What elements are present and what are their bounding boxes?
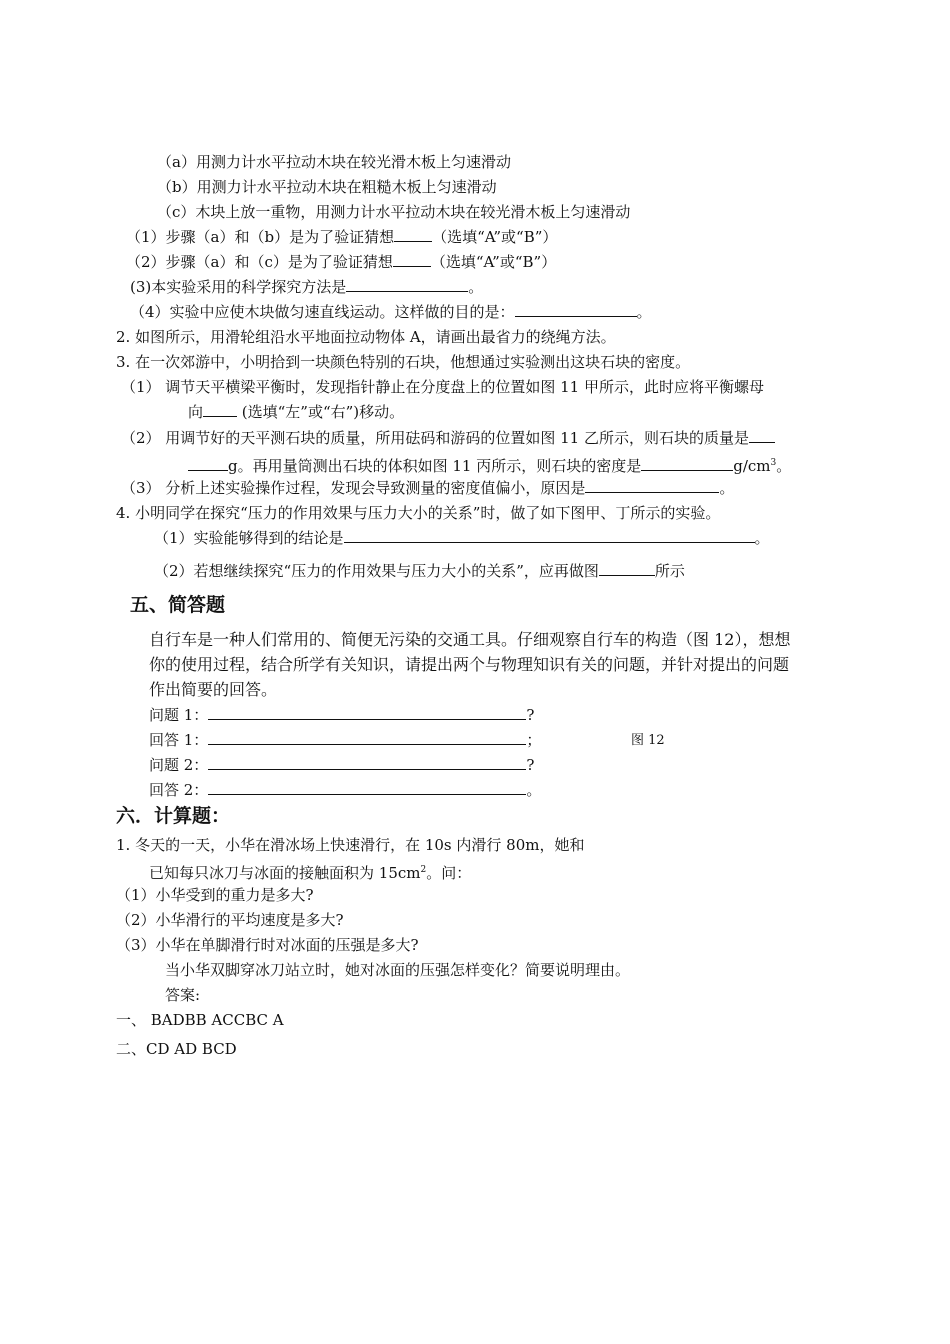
- calc-q1-part-1: （1）小华受到的重力是多大?: [116, 886, 314, 904]
- question-2-end: ?: [526, 756, 535, 774]
- q1-part4: [130, 302, 652, 322]
- q1-part1-hint: （选填“A”或“B”）: [432, 228, 558, 246]
- q4-part2: [154, 561, 685, 581]
- q1-part3-end: 。: [468, 278, 484, 296]
- calc-q1-part-2: （2）小华滑行的平均速度是多大?: [116, 911, 344, 929]
- q4-part1-blank[interactable]: [344, 528, 755, 543]
- q1-part2: [126, 252, 556, 272]
- answer-1-label: 回答 1：: [149, 731, 209, 749]
- answer-2-end: 。: [526, 781, 542, 799]
- section5-para-1: 自行车是一种人们常用的、简便无污染的交通工具。仔细观察自行车的构造（图 12），想想: [149, 630, 791, 649]
- section5-para-3: 作出简要的回答。: [149, 680, 278, 699]
- answer-1-blank[interactable]: [208, 730, 526, 745]
- answers-label: 答案:: [165, 986, 201, 1004]
- q1-part3-text: (3)本实验采用的科学探究方法是: [130, 278, 347, 296]
- q3-part3-end: 。: [719, 479, 735, 497]
- q2-text: 2. 如图所示，用滑轮组沿水平地面拉动物体 A，请画出最省力的绕绳方法。: [116, 328, 616, 346]
- figure-12-caption: 图 12: [631, 733, 665, 748]
- answer-1-row: [149, 730, 541, 750]
- q3-part2-end: 。: [776, 457, 792, 475]
- q4-part1-end: 。: [754, 529, 770, 547]
- answer-1-end: ；: [526, 731, 542, 749]
- answer-2-label: 回答 2：: [149, 781, 209, 799]
- q3-part1: （1） 调节天平横梁平衡时，发现指针静止在分度盘上的位置如图 11 甲所示，此时应将平衡螺母: [121, 378, 764, 396]
- answer-2-row: [149, 780, 541, 800]
- calc-q1-followup: 当小华双脚穿冰刀站立时，她对冰面的压强怎样变化？简要说明理由。: [165, 961, 631, 979]
- q3-part1-blank[interactable]: [203, 402, 237, 417]
- q4-part2-end: 所示: [654, 562, 685, 580]
- calc-q1-line-2: [149, 860, 471, 883]
- q3-part3-blank[interactable]: [585, 478, 719, 493]
- answers-part-2: 二、CD AD BCD: [116, 1040, 237, 1058]
- q1-part4-end: 。: [636, 303, 652, 321]
- q1-part1-text: （1）步骤（a）和（b）是为了验证猜想: [126, 228, 395, 246]
- calc-q1-line-1: 1. 冬天的一天，小华在滑冰场上快速滑行，在 10s 内滑行 80m，她和: [116, 836, 585, 854]
- q3-part2-sup: 3: [770, 458, 777, 468]
- calc-q1-line-2-end: 。问：: [426, 864, 472, 882]
- q1-part3: [130, 277, 483, 297]
- question-1-blank[interactable]: [208, 705, 526, 720]
- question-2-blank[interactable]: [208, 755, 526, 770]
- q4-part2-text: （2）若想继续探究“压力的作用效果与压力大小的关系”，应再做图: [154, 562, 599, 580]
- q3-part3-text: （3） 分析上述实验操作过程，发现会导致测量的密度值偏小，原因是: [121, 479, 586, 497]
- q3-part2-blank-a[interactable]: [749, 428, 775, 443]
- q1-part2-blank[interactable]: [393, 252, 431, 267]
- q1-step-a: （a）用测力计水平拉动木块在较光滑木板上匀速滑动: [157, 153, 511, 171]
- calc-q1-line-2-sup: 2: [420, 865, 427, 875]
- calc-q1-line-2-text: 已知每只冰刀与冰面的接触面积为 15cm: [149, 864, 421, 882]
- q3-part1-post: (选填“左”或“右”)移动。: [237, 403, 405, 421]
- q1-part2-hint: （选填“A”或“B”）: [430, 253, 557, 271]
- q3-part2-blank-b[interactable]: [188, 456, 228, 471]
- answer-2-blank[interactable]: [208, 780, 526, 795]
- q3-part2-density-blank[interactable]: [641, 456, 733, 471]
- section6-heading: 六．计算题：: [116, 805, 231, 827]
- q1-step-b: （b）用测力计水平拉动木块在粗糙木板上匀速滑动: [157, 178, 497, 196]
- calc-q1-part-3: （3）小华在单脚滑行时对冰面的压强是多大?: [116, 936, 419, 954]
- q3-part1-cont: [188, 402, 404, 422]
- question-1-label: 问题 1：: [149, 706, 209, 724]
- question-1-row: [149, 705, 534, 725]
- section5-para-2: 你的使用过程，结合所学有关知识，请提出两个与物理知识有关的问题，并针对提出的问题: [149, 655, 790, 674]
- q3-part3: [121, 478, 734, 498]
- q1-part1-blank[interactable]: [394, 227, 432, 242]
- q3-part1-pre: 向: [188, 403, 204, 421]
- q3-part2-cont: [188, 453, 791, 476]
- q4-part1: [154, 528, 770, 548]
- q1-part2-text: （2）步骤（a）和（c）是为了验证猜想: [126, 253, 393, 271]
- q3-part2-text: （2） 用调节好的天平测石块的质量，所用砝码和游码的位置如图 11 乙所示，则石块的质量是: [121, 429, 749, 447]
- q1-part4-blank[interactable]: [515, 302, 637, 317]
- section5-heading: 五、简答题: [130, 594, 226, 616]
- question-2-row: [149, 755, 534, 775]
- q1-part1: [126, 227, 557, 247]
- q1-part3-blank[interactable]: [346, 277, 468, 292]
- q3-part2-unit: g/cm: [733, 457, 771, 475]
- question-1-end: ?: [526, 706, 535, 724]
- q4-intro: 4. 小明同学在探究“压力的作用效果与压力大小的关系”时，做了如下图甲、丁所示的实验。: [116, 504, 721, 522]
- question-2-label: 问题 2：: [149, 756, 209, 774]
- q1-step-c: （c）木块上放一重物，用测力计水平拉动木块在较光滑木板上匀速滑动: [157, 203, 631, 221]
- q1-part4-text: （4）实验中应使木块做匀速直线运动。这样做的目的是：: [130, 303, 515, 321]
- q4-part2-blank[interactable]: [599, 561, 655, 576]
- q3-intro: 3. 在一次郊游中，小明拾到一块颜色特别的石块，他想通过实验测出这块石块的密度。: [116, 353, 691, 371]
- q3-part2: [121, 428, 775, 448]
- q4-part1-text: （1）实验能够得到的结论是: [154, 529, 344, 547]
- answers-part-1: 一、 BADBB ACCBC A: [116, 1011, 284, 1029]
- q3-part2-mid: g。再用量筒测出石块的体积如图 11 丙所示，则石块的密度是: [228, 457, 642, 475]
